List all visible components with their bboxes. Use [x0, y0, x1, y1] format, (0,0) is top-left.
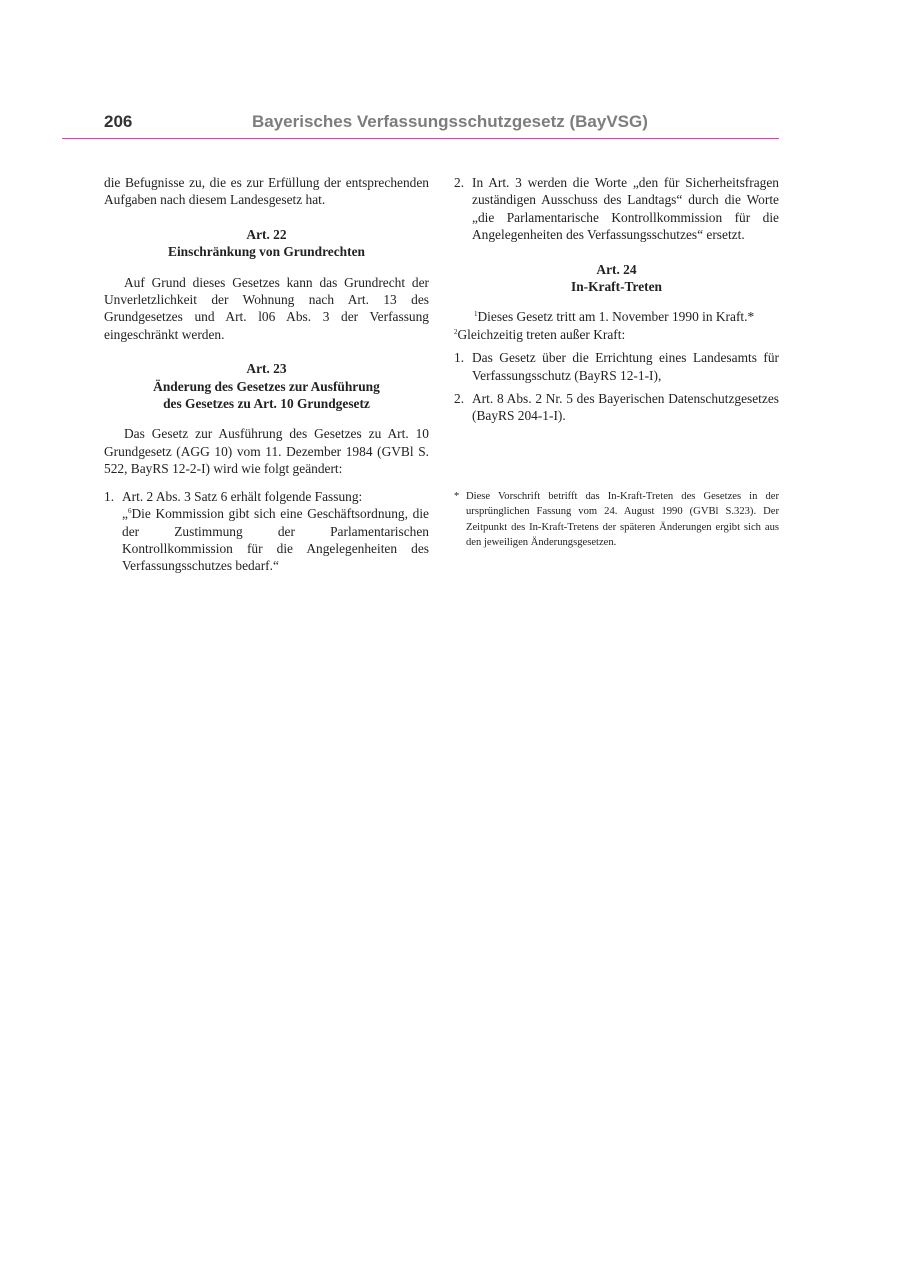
list-item-text: In Art. 3 werden die Worte „den für Sicherheitsfragen zuständigen Ausschuss des Landtags“ durch die Worte „die Parlamentarische Kontrollkommission für die Angelegenheiten des Verfassungsschutzes“ ersetzt.: [472, 175, 779, 243]
running-title: Bayerisches Verfassungsschutzgesetz (BayVSG): [252, 112, 648, 131]
art24-sentence2: $^2$Gleichzeitig treten außer Kraft:: [454, 326, 626, 342]
art24-sentence1: $^1$Dieses Gesetz tritt am 1. November 1990 in Kraft.*: [474, 309, 755, 325]
art23-text: Das Gesetz zur Ausführung des Gesetzes zu Art. 10 Grundgesetz (AGG 10) vom 11. Dezember 1984 (GVBl S. 522, BayRS 12-2-I) wird wie folgt geändert:: [104, 426, 429, 477]
quoted-provision: „$^6$Die Kommission gibt sich eine Geschäftsordnung, die der Zustimmung der Parlamentarischen Kontrollkommission für die Angelegenheiten des Verfassungsschutzes bedarf.“: [122, 506, 429, 574]
list-item-text: Art. 8 Abs. 2 Nr. 5 des Bayerischen Datenschutzgesetzes (BayRS 204-1-I).: [472, 391, 779, 424]
footnote-text: Diese Vorschrift betrifft das In-Kraft-Treten des Gesetzes in der ursprünglichen Fassung vom 24. August 1990 (GVBl S.323). Der Zeitpunkt des In-Kraft-Tretens der späteren Änderungen ergibt sich aus den jeweiligen Änderungsgesetzen.: [466, 490, 779, 549]
art22-number: Art. 22: [246, 226, 287, 242]
list-item-number: 2.: [454, 391, 465, 407]
footnote: [454, 489, 779, 551]
list-item-number: 1.: [104, 488, 115, 504]
intro-paragraph: die Befugnisse zu, die es zur Erfüllung der entsprechenden Aufgaben nach diesem Landesgesetz hat.: [104, 175, 429, 208]
right-column: [454, 174, 779, 551]
art23-title-line1: Änderung des Gesetzes zur Ausführung: [153, 378, 380, 394]
list-item: [104, 488, 429, 575]
art22-text: Auf Grund dieses Gesetzes kann das Grundrecht der Unverletzlichkeit der Wohnung nach Art. 13 des Grundgesetzes und Art. l06 Abs. 3 der Verfassung eingeschränkt werden.: [104, 274, 429, 342]
list-item-text: Art. 2 Abs. 3 Satz 6 erhält folgende Fassung:: [122, 488, 363, 504]
art23-title-line2: des Gesetzes zu Art. 10 Grundgesetz: [163, 396, 370, 412]
page-number: 206: [104, 112, 133, 131]
list-item-number: 2.: [454, 175, 465, 190]
art24-list: [454, 349, 779, 425]
art24-title: In-Kraft-Treten: [571, 279, 662, 295]
art23-number: Art. 23: [246, 361, 287, 377]
footnote-mark: *: [454, 490, 460, 502]
art23-list-continued: [454, 174, 779, 244]
list-item: [454, 349, 779, 384]
list-item: [454, 390, 779, 425]
art23-list: [104, 488, 429, 575]
art22-title: Einschränkung von Grundrechten: [168, 244, 365, 260]
art24-heading: [454, 261, 779, 296]
list-item-text: Das Gesetz über die Errichtung eines Landesamts für Verfassungsschutz (BayRS 12-1-I),: [472, 350, 779, 383]
art22-heading: [104, 226, 429, 261]
art24-number: Art. 24: [596, 261, 637, 277]
list-item-number: 1.: [454, 350, 465, 366]
left-column: [104, 174, 429, 575]
sentence-number: 6: [127, 507, 132, 516]
page-header: [62, 112, 779, 139]
list-item: [454, 174, 779, 244]
art23-heading: [104, 360, 429, 412]
